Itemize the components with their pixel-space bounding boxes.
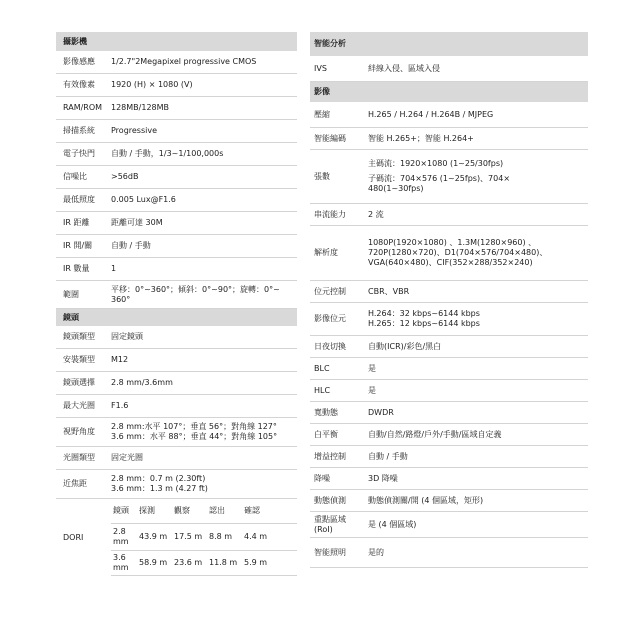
- spec-value: [111, 218, 297, 228]
- spec-key: 光圈類型: [63, 453, 95, 462]
- spec-value-line: H.264：32 kbps~6144 kbps: [368, 309, 480, 318]
- spec-key: 白平衡: [314, 429, 338, 439]
- spec-value: [111, 355, 297, 365]
- spec-key: 壓縮: [314, 109, 330, 119]
- spec-row: [56, 418, 297, 447]
- spec-value: [368, 548, 588, 558]
- spec-value-line: F1.6: [111, 401, 129, 410]
- spec-value: [368, 64, 588, 74]
- spec-value-line: 480(1~30fps): [368, 184, 424, 193]
- spec-row: [310, 358, 588, 380]
- spec-key: 影像感應: [63, 57, 95, 66]
- section-title: 攝影機: [63, 36, 87, 46]
- spec-row: [56, 143, 297, 166]
- dori-block: [56, 499, 297, 576]
- spec-value: [368, 110, 588, 120]
- spec-value-line: 1080P(1920×1080) 、1.3M(1280×960) 、: [368, 238, 537, 247]
- spec-row: [310, 512, 588, 538]
- section-title: 影像: [314, 87, 330, 96]
- spec-key: 最低照度: [63, 195, 95, 204]
- spec-value: [368, 474, 588, 484]
- spec-row: [56, 74, 297, 97]
- spec-value: [368, 238, 588, 268]
- spec-value-line: >56dB: [111, 172, 139, 181]
- spec-value: [368, 364, 588, 374]
- spec-row: [310, 303, 588, 336]
- spec-row: [310, 538, 588, 568]
- spec-key: 視野角度: [63, 427, 95, 436]
- dori-row: [111, 524, 297, 551]
- spec-row: [310, 336, 588, 358]
- spec-value-line: 128MB/128MB: [111, 103, 170, 112]
- spec-key: 影像位元: [314, 314, 346, 323]
- spec-value: [111, 474, 297, 494]
- spec-row: [310, 468, 588, 490]
- spec-value-line: 1920 (H) × 1080 (V): [111, 80, 193, 89]
- dori-header-cell: 觀察: [174, 506, 190, 515]
- spec-key: IVS: [314, 63, 327, 73]
- spec-value-line: 360°: [111, 294, 131, 304]
- spec-key: RAM/ROM: [63, 103, 103, 112]
- spec-key: IR 距離: [63, 218, 90, 227]
- spec-value: [368, 342, 588, 352]
- right-spec-column: [310, 32, 588, 568]
- spec-row: [56, 120, 297, 143]
- spec-value-line: 720P(1280×720)、D1(704×576/704×480)、: [368, 248, 548, 257]
- dori-header-row: [111, 499, 297, 524]
- spec-value-line: 自動 / 手動: [368, 451, 408, 461]
- spec-value-line: DWDR: [368, 407, 394, 417]
- spec-value-line: 是: [368, 385, 376, 395]
- dori-cell: 8.8 m: [209, 532, 233, 541]
- spec-value-line: 動態偵測關/開 (4 個區域，矩形): [368, 495, 484, 505]
- spec-key: HLC: [314, 385, 331, 395]
- spec-value-line: CBR、VBR: [368, 286, 410, 296]
- spec-value: [368, 210, 588, 220]
- spec-value: [368, 452, 588, 462]
- spec-value-line: 2.8 mm：0.7 m (2.30ft): [111, 474, 206, 483]
- spec-key: 近焦距: [63, 479, 87, 488]
- spec-value: [111, 264, 297, 274]
- spec-value: [111, 172, 297, 182]
- spec-value: [111, 401, 297, 411]
- spec-value-line: 3.6 mm：1.3 m (4.27 ft): [111, 484, 208, 493]
- spec-row: [310, 128, 588, 150]
- spec-value: [368, 386, 588, 396]
- spec-value-line: 子碼流：704×576 (1~25fps)、704×: [368, 174, 511, 183]
- spec-value: [111, 241, 297, 251]
- section-header: [56, 32, 297, 51]
- spec-value-line: 智能 H.265+；智能 H.264+: [368, 133, 474, 143]
- dori-cell: 11.8 m: [209, 558, 238, 567]
- spec-value-line: VGA(640×480)、CIF(352×288/352×240): [368, 258, 533, 267]
- dori-cell: 43.9 m: [139, 532, 168, 541]
- dori-table: [111, 499, 297, 576]
- section-title: 鏡頭: [63, 312, 79, 322]
- spec-row: [56, 326, 297, 349]
- spec-key: 增益控制: [314, 451, 346, 461]
- spec-value-line: 自動(ICR)/彩色/黑白: [368, 341, 442, 351]
- spec-key: 串流能力: [314, 209, 346, 219]
- spec-row: [56, 258, 297, 281]
- spec-value-line: 固定鏡頭: [111, 332, 143, 341]
- spec-key: 日夜切換: [314, 341, 346, 351]
- spec-value: [368, 430, 588, 440]
- spec-row: [310, 380, 588, 402]
- spec-row: [56, 372, 297, 395]
- spec-row: [310, 204, 588, 226]
- spec-value-line: 2 流: [368, 209, 384, 219]
- spec-key: IR 數量: [63, 264, 90, 273]
- spec-row: [56, 235, 297, 258]
- spec-value-line: 2.8 mm/3.6mm: [111, 378, 173, 387]
- spec-row: [56, 447, 297, 470]
- dori-cell: 17.5 m: [174, 532, 203, 541]
- spec-key: 位元控制: [314, 286, 346, 296]
- spec-value-line: 距離可達 30M: [111, 218, 163, 227]
- spec-value-line: 平移：0°~360°；傾斜：0°~90°；旋轉：0°~: [111, 284, 280, 294]
- dori-cell: 5.9 m: [244, 558, 268, 567]
- spec-value-line: 是 (4 個區域): [368, 519, 417, 529]
- spec-row: [310, 402, 588, 424]
- section-title: 智能分析: [314, 39, 346, 48]
- spec-value-line: 絆線入侵、區域入侵: [368, 63, 440, 73]
- spec-key: IR 開/關: [63, 241, 93, 250]
- spec-value-line: 2.8 mm:水平 107°；垂直 56°；對角線 127°: [111, 422, 277, 431]
- spec-key: 有效像素: [63, 80, 95, 89]
- spec-value: [368, 159, 588, 194]
- spec-value-line: 1: [111, 264, 117, 273]
- spec-value: [368, 496, 588, 506]
- spec-key: 動態偵測: [314, 495, 346, 505]
- spec-value: [111, 149, 297, 159]
- section-header: [310, 82, 588, 102]
- dori-header-cell: 確認: [244, 506, 260, 515]
- spec-row: [310, 446, 588, 468]
- dori-cell: 23.6 m: [174, 558, 203, 567]
- spec-value-line: 主碼流：1920×1080 (1~25/30fps): [368, 159, 504, 168]
- spec-value-line: 1/2.7"2Megapixel progressive CMOS: [111, 57, 257, 66]
- spec-key: 安裝類型: [63, 355, 95, 364]
- spec-value: [368, 309, 588, 329]
- spec-value: [111, 378, 297, 388]
- spec-key: 鏡頭選擇: [63, 378, 95, 387]
- spec-key: 範圍: [63, 289, 79, 299]
- spec-row: [310, 281, 588, 303]
- spec-value: [111, 80, 297, 90]
- spec-row: [310, 424, 588, 446]
- spec-value-line: 是: [368, 363, 376, 373]
- dori-cell: 58.9 m: [139, 558, 168, 567]
- spec-value: [368, 287, 588, 297]
- dori-cell: 3.6 mm: [113, 553, 129, 572]
- spec-row: [310, 56, 588, 82]
- spec-value: [111, 103, 297, 113]
- spec-key: 智能編碼: [314, 133, 346, 143]
- spec-row: [56, 470, 297, 499]
- spec-value: [111, 126, 297, 136]
- spec-key: 張數: [314, 171, 330, 181]
- spec-value-line: 3.6 mm：水平 88°；垂直 44°；對角線 105°: [111, 432, 278, 441]
- spec-row: [56, 281, 297, 309]
- dori-header-cell: 鏡頭: [113, 506, 129, 515]
- spec-value-line: 自動 / 手動，1/3~1/100,000s: [111, 149, 224, 158]
- spec-row: [56, 97, 297, 120]
- spec-value: [111, 332, 297, 342]
- spec-value-line: Progressive: [111, 126, 158, 135]
- spec-key: 智能照明: [314, 547, 346, 557]
- spec-key: 掃描系統: [63, 126, 95, 135]
- section-header: [310, 32, 588, 56]
- spec-key: 重點區域 (RoI): [314, 514, 346, 534]
- spec-row: [310, 150, 588, 204]
- spec-key: 電子快門: [63, 149, 95, 158]
- spec-value: [111, 422, 297, 442]
- dori-header-cell: 探測: [139, 506, 155, 515]
- spec-value-line: M12: [111, 355, 129, 364]
- spec-row: [56, 166, 297, 189]
- spec-value: [111, 195, 297, 205]
- dori-label: DORI: [63, 532, 84, 542]
- dori-cell: 4.4 m: [244, 532, 268, 541]
- spec-value: [111, 285, 297, 305]
- spec-key: 降噪: [314, 473, 330, 483]
- spec-value: [368, 520, 588, 530]
- spec-row: [56, 395, 297, 418]
- spec-row: [310, 226, 588, 281]
- left-spec-column: [56, 32, 297, 576]
- spec-key: BLC: [314, 363, 330, 373]
- dori-header-cell: 認出: [209, 506, 225, 515]
- dori-row: [111, 551, 297, 576]
- spec-row: [56, 51, 297, 74]
- spec-value: [368, 408, 588, 418]
- spec-key: 鏡頭類型: [63, 332, 95, 341]
- spec-value: [111, 57, 297, 67]
- spec-value: [111, 453, 297, 463]
- spec-row: [56, 349, 297, 372]
- spec-value-line: 3D 降噪: [368, 473, 398, 483]
- spec-row: [56, 212, 297, 235]
- spec-row: [56, 189, 297, 212]
- spec-value-line: 0.005 Lux@F1.6: [111, 195, 176, 204]
- spec-value: [368, 134, 588, 144]
- spec-value-line: H.265：12 kbps~6144 kbps: [368, 319, 480, 328]
- section-header: [56, 309, 297, 326]
- spec-value-line: 自動 / 手動: [111, 241, 151, 250]
- spec-value-line: 固定光圈: [111, 453, 143, 462]
- spec-row: [310, 102, 588, 128]
- spec-row: [310, 490, 588, 512]
- spec-key: 信噪比: [63, 172, 87, 181]
- spec-value-line: H.265 / H.264 / H.264B / MJPEG: [368, 109, 494, 119]
- spec-key: 寬動態: [314, 407, 338, 417]
- spec-value-line: 自動/自然/路燈/戶外/手動/區域自定義: [368, 429, 502, 439]
- dori-cell: 2.8 mm: [113, 527, 129, 546]
- spec-value-line: 是的: [368, 547, 384, 557]
- spec-key: 最大光圈: [63, 401, 95, 410]
- spec-key: 解析度: [314, 248, 338, 257]
